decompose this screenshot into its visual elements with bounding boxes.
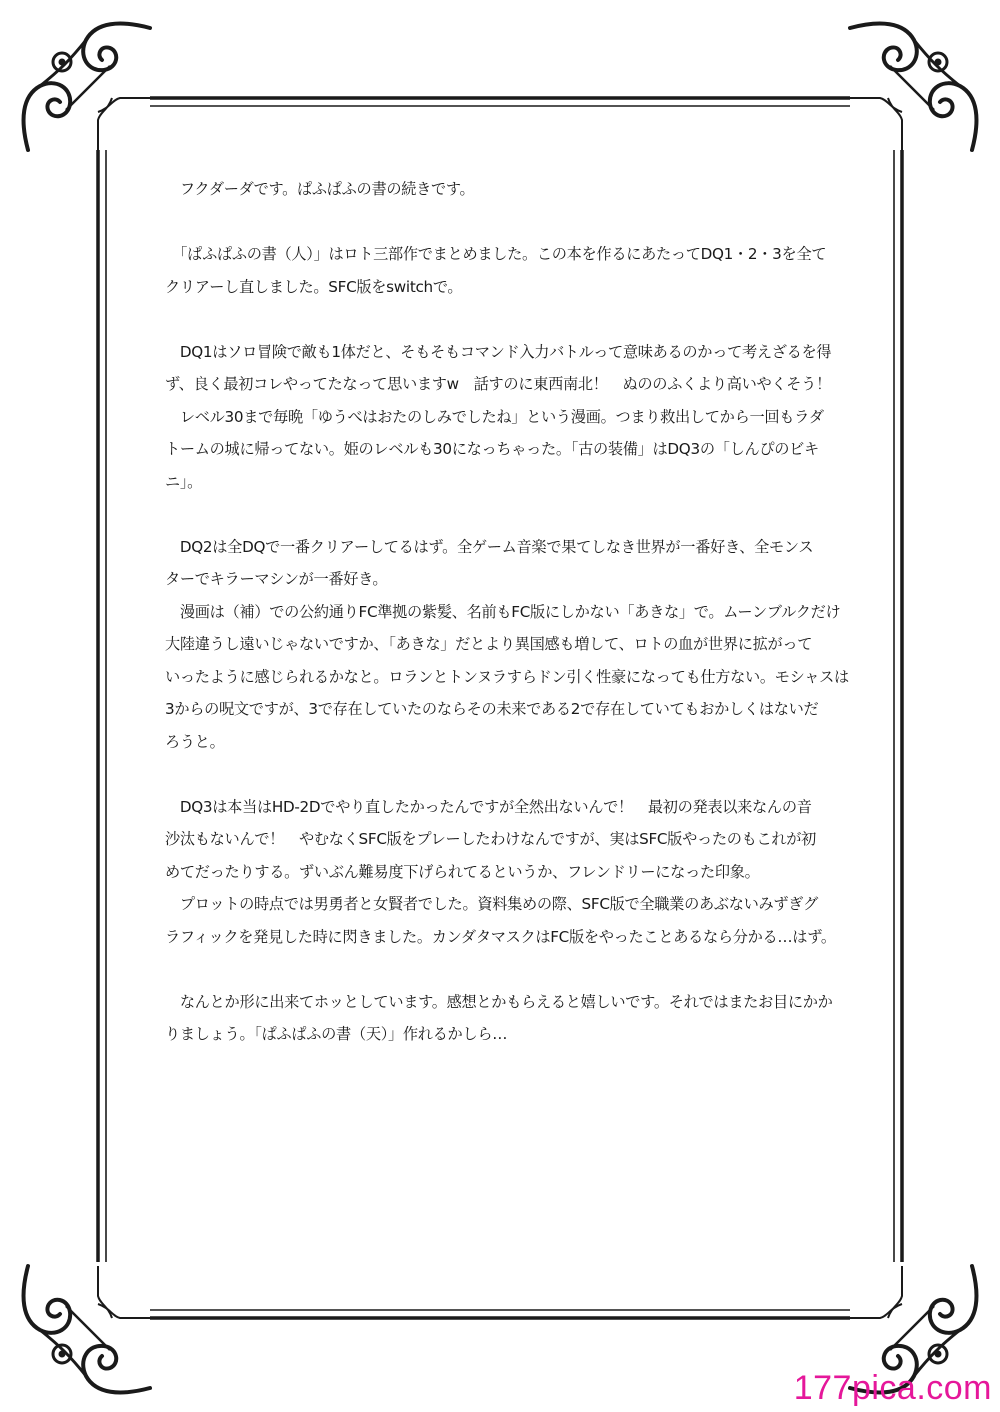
paragraph-gap <box>165 498 845 531</box>
corner-top-left-icon <box>24 24 150 150</box>
text-line: 漫画は（補）での公約通りFC準拠の紫髪、名前もFC版にしかない「あきな」で。ムーンブルクだけ <box>165 602 841 621</box>
text-line: 大陸違うし遠いじゃないですか、「あきな」だとより異国感も増して、ロトの血が世界に拡がって <box>165 635 813 653</box>
text-line: フクダーダです。ぱふぱふの書の続きです。 <box>165 180 475 198</box>
text-line: DQ1はソロ冒険で敵も1体だと、そもそもコマンド入力バトルって意味あるのかって考えざるを得 <box>165 342 832 361</box>
paragraph <box>165 791 845 954</box>
text-line: ず、良く最初コレやってたなって思いますw 話すのに東西南北！ ぬののふくより高いやくそう！ <box>165 375 831 393</box>
text-line: ろうと。 <box>165 732 225 751</box>
corner-bottom-left-icon <box>24 1266 150 1392</box>
corner-top-right-icon <box>850 24 976 150</box>
text-line: 沙汰もないんで！ やむなくSFC版をプレーしたわけなんですが、実はSFC版やったのもこれが初 <box>165 830 817 848</box>
text-line: クリアーし直しました。SFC版をswitchで。 <box>165 277 463 296</box>
text-line: りましょう。「ぱふぱふの書（天）」作れるかしら… <box>165 1025 508 1043</box>
paragraph-gap <box>165 953 845 986</box>
text-line: DQ2は全DQで一番クリアーしてるはず。全ゲーム音楽で果てしなき世界が一番好き、全モンス <box>165 537 814 556</box>
paragraph <box>165 531 849 759</box>
paragraph <box>165 173 845 206</box>
paragraph-gap <box>165 303 845 336</box>
text-line: なんとか形に出来てホッとしています。感想とかもらえると嬉しいです。それではまたお目にかか <box>165 992 833 1011</box>
text-line: トームの城に帰ってない。姫のレベルも30になっちゃった。「古の装備」はDQ3の「しんぴのビキ <box>165 440 819 458</box>
text-line: 「ぱふぱふの書（人）」はロト三部作でまとめました。この本を作るにあたってDQ1・2・3を全て <box>165 245 827 263</box>
text-line: DQ3は本当はHD-2Dでやり直したかったんですが全然出ないんで！ 最初の発表以来なんの音 <box>165 797 812 816</box>
text-line: ラフィックを発見した時に閃きました。カンダタマスクはFC版をやったことあるなら分かる…はず。 <box>165 927 836 946</box>
text-line: 3からの呪文ですが、3で存在していたのならその未来である2で存在していてもおかしくはないだ <box>165 700 819 718</box>
paragraph <box>165 986 845 1051</box>
paragraph <box>165 336 845 499</box>
paragraph-gap <box>165 758 845 791</box>
text-line: ターでキラーマシンが一番好き。 <box>165 570 388 588</box>
text-line: プロットの時点では男勇者と女賢者でした。資料集めの際、SFC版で全職業のあぶないみずぎグ <box>165 895 819 913</box>
text-line: いったように感じられるかなと。ロランとトンヌラすらドン引く性豪になっても仕方ない。モシャスは <box>165 667 849 686</box>
text-line: レベル30まで毎晩「ゆうべはおたのしみでしたね」という漫画。つまり救出してから一回もラダ <box>165 407 824 426</box>
watermark: 177pica.com <box>793 1369 992 1407</box>
afterword-text <box>165 173 849 1051</box>
paragraph <box>165 238 845 303</box>
text-line: ニ」。 <box>165 472 203 491</box>
paragraph-gap <box>165 206 845 239</box>
text-line: めてだったりする。ずいぶん難易度下げられてるというか、フレンドリーになった印象。 <box>165 862 760 881</box>
